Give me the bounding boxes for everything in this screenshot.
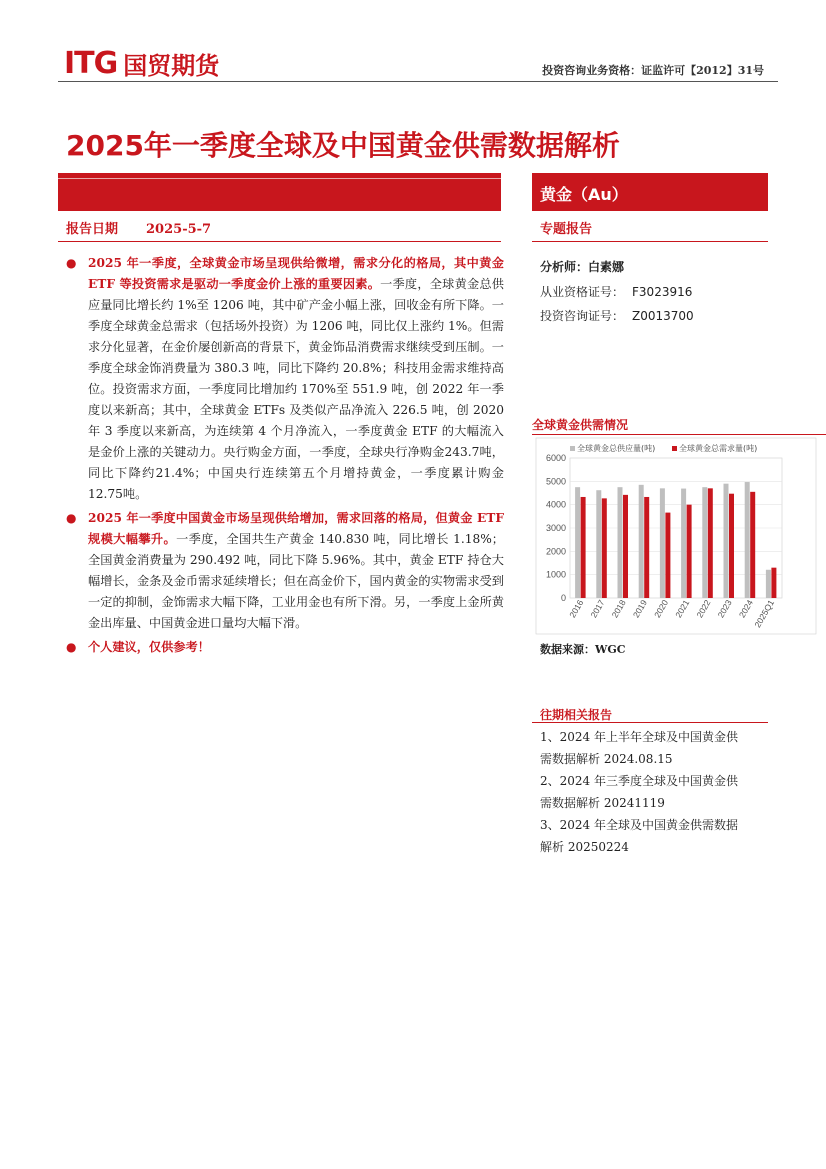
summary-body xyxy=(66,253,504,658)
x-tick-label: 2023 xyxy=(715,598,734,620)
x-tick-label: 2020 xyxy=(652,598,671,620)
qualification-text: 投资咨询业务资格：证监许可【2012】31号 xyxy=(542,64,764,77)
bullet-dot-icon: ● xyxy=(66,511,77,525)
x-tick-label: 2016 xyxy=(567,598,586,620)
bar-demand xyxy=(602,498,607,598)
bar-supply xyxy=(745,482,750,598)
x-tick-label: 2025Q1 xyxy=(752,598,777,630)
related-report-line: 1、2024 年上半年全球及中国黄金供 xyxy=(540,730,738,744)
related-report-line: 需数据解析 20241119 xyxy=(540,796,665,810)
legend-label: 全球黄金总需求量(吨) xyxy=(679,444,758,453)
summary-bullet-3 xyxy=(66,637,504,658)
header-divider xyxy=(58,81,778,82)
bar-supply xyxy=(724,484,729,598)
legend-swatch xyxy=(570,446,575,451)
bar-supply xyxy=(596,490,601,598)
bar-supply xyxy=(639,485,644,598)
x-tick-label: 2021 xyxy=(673,598,692,620)
y-tick-label: 4000 xyxy=(545,499,566,510)
bar-supply xyxy=(660,488,665,598)
related-report-line: 3、2024 年全球及中国黄金供需数据 xyxy=(540,818,738,832)
cert1-label: 从业资格证号： xyxy=(540,285,625,299)
title-banner xyxy=(58,173,501,211)
company-logo xyxy=(64,46,219,81)
category-banner: 黄金（Au） xyxy=(532,173,768,211)
bullet-dot-icon: ● xyxy=(66,256,77,270)
y-tick-label: 2000 xyxy=(545,546,566,557)
bar-demand xyxy=(665,513,670,598)
chart-section-title: 全球黄金供需情况 xyxy=(532,418,629,432)
logo-cn: 国贸期货 xyxy=(123,52,220,80)
y-tick-label: 0 xyxy=(560,593,566,603)
report-date xyxy=(66,218,211,237)
related-divider xyxy=(532,722,768,723)
bar-demand xyxy=(623,495,628,598)
legend-label: 全球黄金总供应量(吨) xyxy=(577,444,656,453)
logo-en: ITG xyxy=(64,46,118,81)
bar-supply xyxy=(681,489,686,598)
y-tick-label: 5000 xyxy=(545,476,566,487)
legend-swatch xyxy=(672,446,677,451)
bar-demand xyxy=(729,494,734,598)
date-divider xyxy=(58,241,501,242)
bar-demand xyxy=(644,497,649,598)
bullet-highlight: 2025 年一季度中国黄金市场呈现供给增加，需求回落的格局，但黄金 ETF 规模大幅攀升。 xyxy=(88,511,504,546)
related-list xyxy=(540,726,768,858)
bullet-highlight: 个人建议，仅供参考！ xyxy=(88,640,210,654)
cert-consulting xyxy=(540,307,694,324)
report-date-value: 2025-5-7 xyxy=(146,222,212,237)
bullet-highlight: 2025 年一季度，全球黄金市场呈现供给微增，需求分化的格局，其中黄金 ETF 等投资需求是驱动一季度金价上涨的重要因素。 xyxy=(88,256,504,291)
bar-demand xyxy=(771,568,776,598)
bar-demand xyxy=(750,492,755,598)
bar-supply xyxy=(766,570,771,598)
cert1-value: F3023916 xyxy=(632,285,693,299)
supply-demand-chart xyxy=(534,436,824,636)
chart-divider xyxy=(532,434,826,435)
related-report-line: 2、2024 年三季度全球及中国黄金供 xyxy=(540,774,738,788)
analyst-name: 分析师：白素娜 xyxy=(540,260,625,274)
cert2-value: Z0013700 xyxy=(632,309,694,323)
summary-bullet-2 xyxy=(66,508,504,634)
y-tick-label: 6000 xyxy=(545,453,566,463)
page-title: 2025年一季度全球及中国黄金供需数据解析 xyxy=(66,129,620,162)
bullet-text: 一季度，全球黄金总供应量同比增长约 1%至 1206 吨，其中矿产金小幅上涨，回收金有所下降。一季度全球黄金总需求（包括场外投资）为 1206 吨，同比仅上涨约 1%。但需求分化显著，在金价屡创新高的背景下，黄金饰品消费需求继续受到压制。一季度全球金饰消费量为 380.3 吨，同比下降约 20.8%；科技用金需求维持高位。投资需求方面，一季度同比增加约 170%至 551.9 吨，创 2022 年一季度以来新高；其中，全球黄金 ETFs 及类似产品净流入 226.5 吨，创 2020 年 3 季度以来新高，为连续第 4 个月净流入，一季度黄金 ETF 的大幅流入是金价上涨的关键动力。央行购金方面，一季度，全球央行净购金243.7吨，同比下降约21.4%；中国央行连续第五个月增持黄金，一季度累计购金 12.75吨。 xyxy=(88,277,504,501)
related-report-line: 需数据解析 2024.08.15 xyxy=(540,752,673,766)
bar-supply xyxy=(618,487,623,598)
chart-source: 数据来源：WGC xyxy=(540,643,626,656)
x-tick-label: 2022 xyxy=(694,598,713,620)
bar-demand xyxy=(708,488,713,598)
bullet-text: 一季度，全国共生产黄金 140.830 吨，同比增长 1.18%；全国黄金消费量为 290.492 吨，同比下降 5.96%。其中，黄金 ETF 持仓大幅增长，金条及金币需求延续增长；但在高金价下，国内黄金的实物需求受到一定的抑制，金饰需求大幅下降，工业用金也有所下滑。另，一季度上金所黄金出库量、中国黄金进口量均大幅下滑。 xyxy=(88,532,504,630)
bar-demand xyxy=(581,497,586,598)
report-date-label: 报告日期 xyxy=(66,222,119,237)
x-tick-label: 2019 xyxy=(630,598,649,620)
cert2-label: 投资咨询证号： xyxy=(540,309,625,323)
related-title: 往期相关报告 xyxy=(540,708,613,722)
y-tick-label: 1000 xyxy=(545,569,566,580)
summary-bullet-1 xyxy=(66,253,504,505)
related-report-line: 解析 20250224 xyxy=(540,840,629,854)
report-type: 专题报告 xyxy=(540,222,593,237)
cert-qualification xyxy=(540,283,692,300)
bar-supply xyxy=(575,487,580,598)
y-tick-label: 3000 xyxy=(545,523,566,533)
report-type-divider xyxy=(532,241,768,242)
x-tick-label: 2024 xyxy=(736,598,755,620)
bullet-dot-icon: ● xyxy=(66,640,77,654)
x-tick-label: 2018 xyxy=(609,598,628,620)
x-tick-label: 2017 xyxy=(588,598,607,620)
bar-demand xyxy=(687,505,692,598)
bar-supply xyxy=(702,487,707,598)
